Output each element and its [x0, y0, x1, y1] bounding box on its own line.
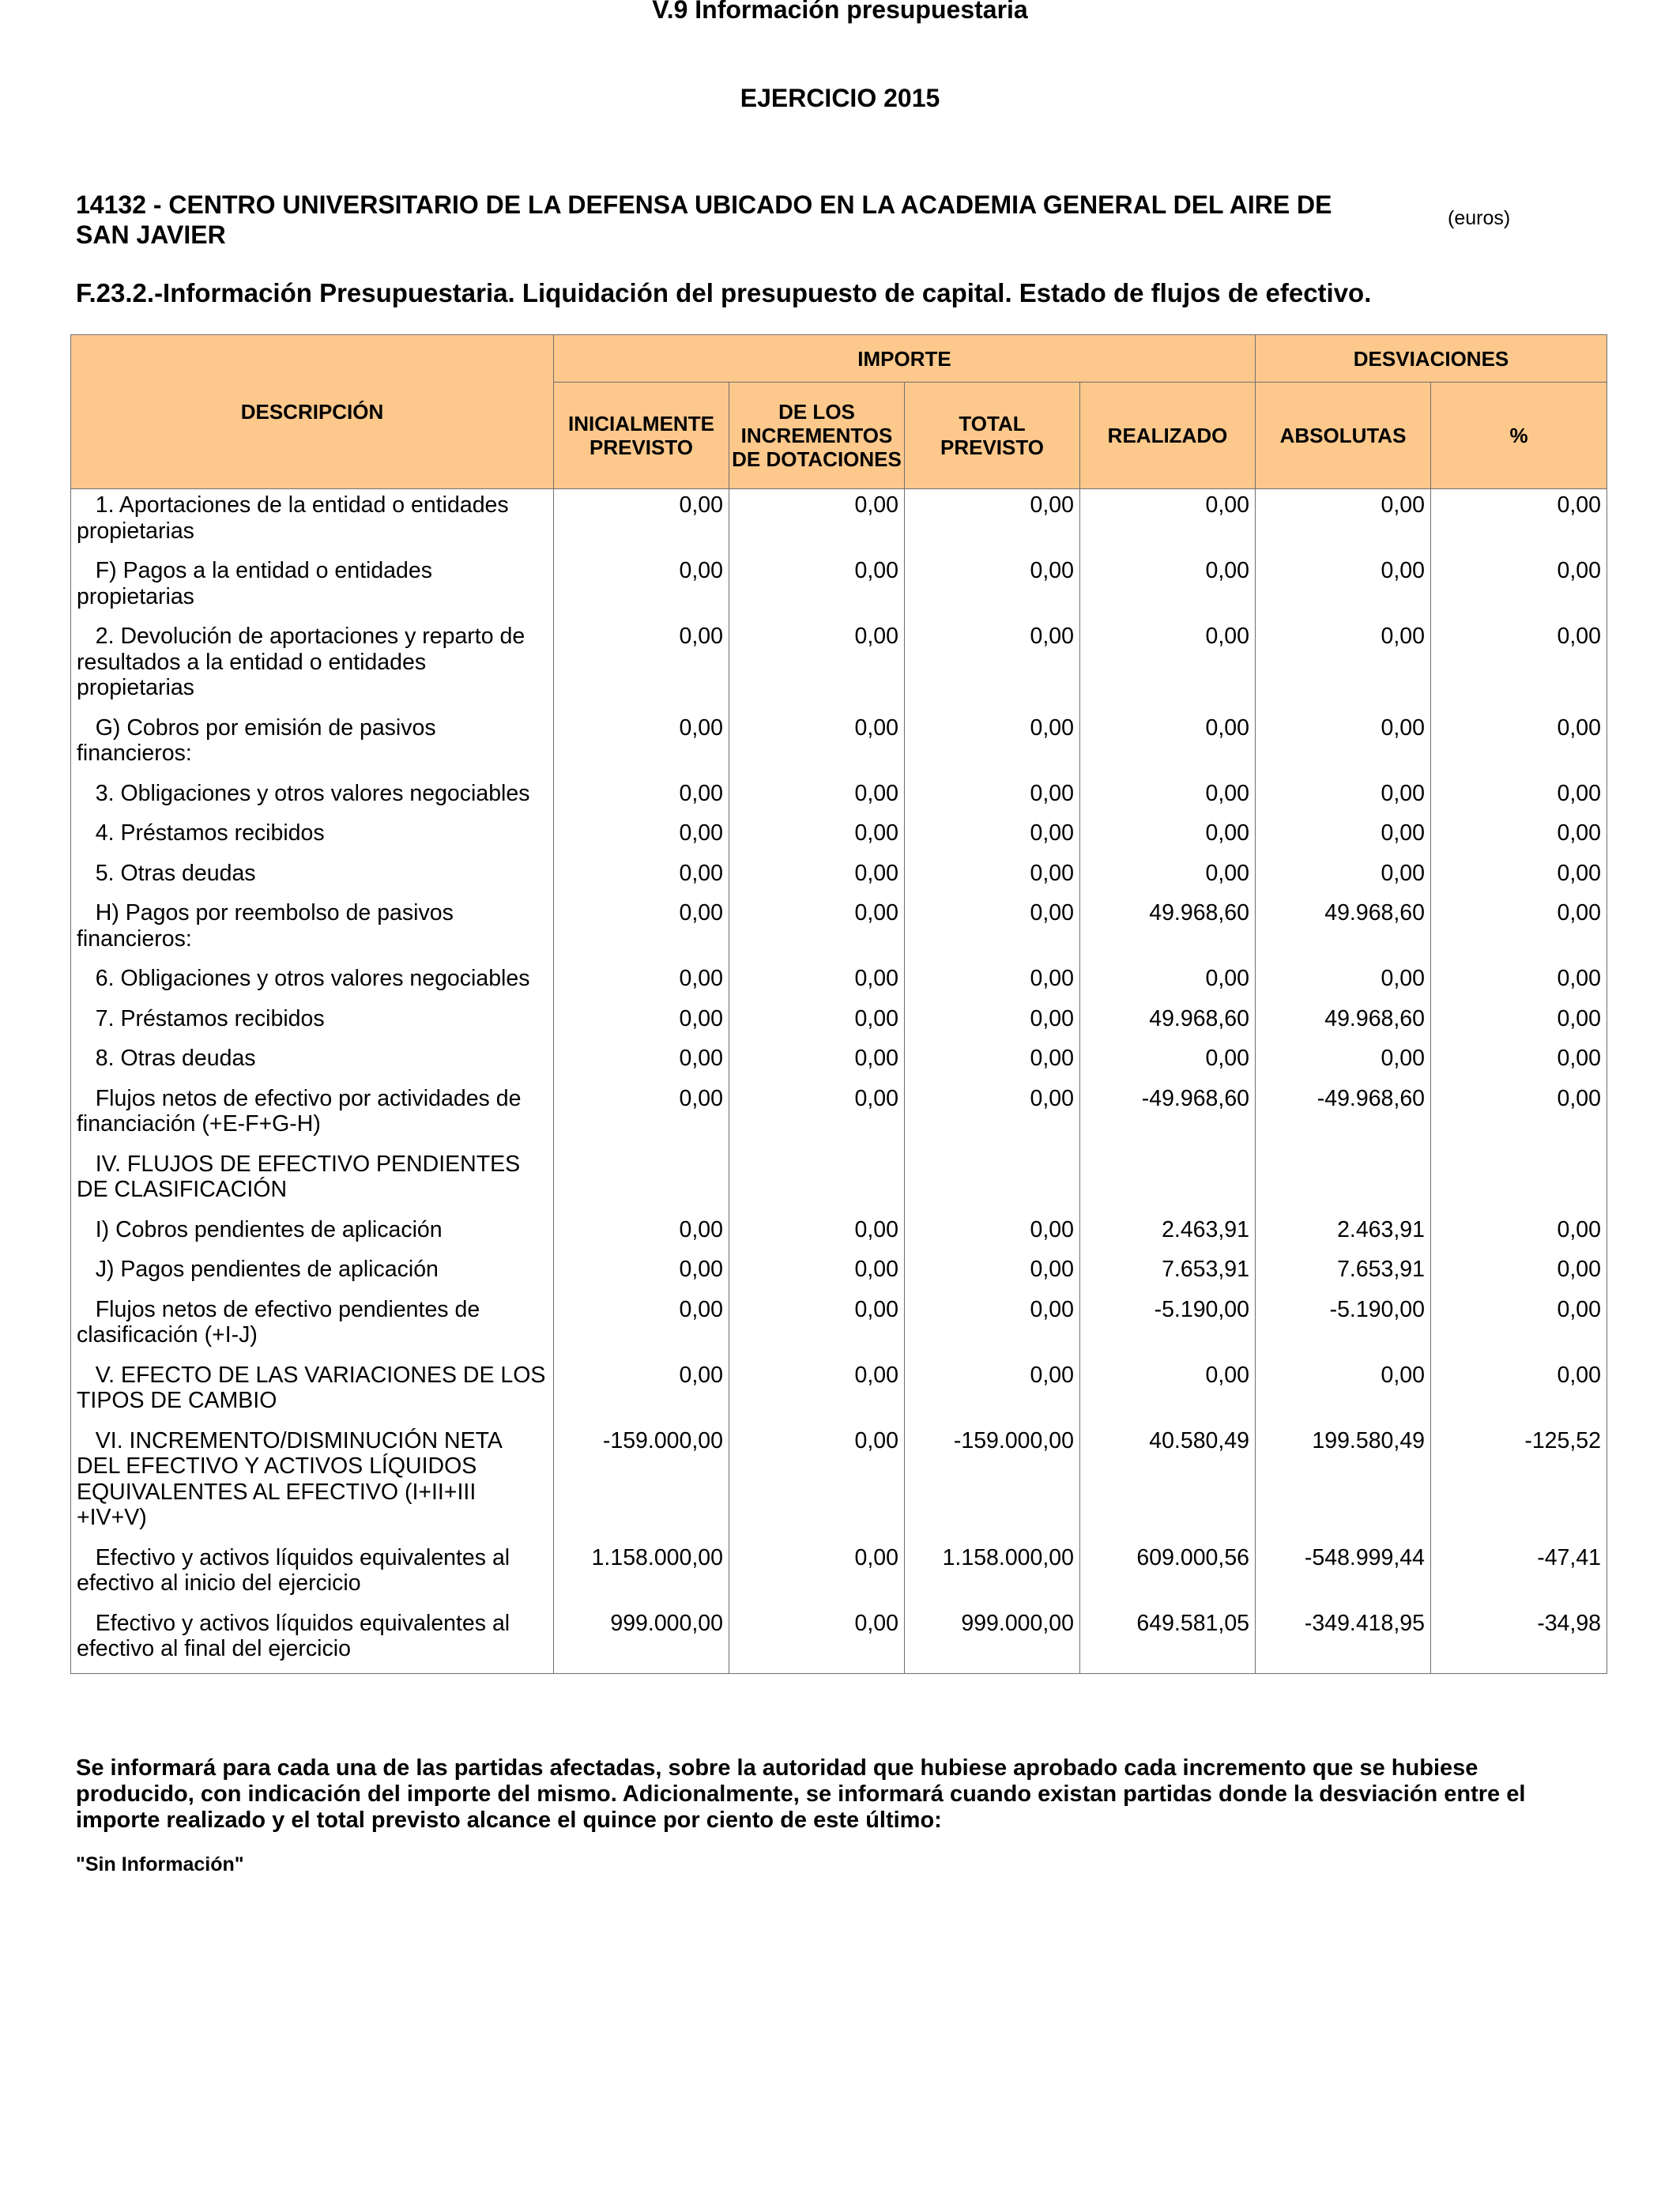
- row-description: IV. FLUJOS DE EFECTIVO PENDIENTES DE CLASIFICACIÓN: [71, 1148, 554, 1214]
- report-subtitle: F.23.2.-Información Presupuestaria. Liquidación del presupuesto de capital. Estado de flujos de efectivo.: [76, 278, 1372, 307]
- row-value: 0,00: [1256, 778, 1431, 818]
- row-value: 0,00: [554, 778, 729, 818]
- row-value: 0,00: [1431, 489, 1607, 556]
- row-value: 0,00: [1080, 712, 1256, 778]
- no-information-note: "Sin Información": [76, 1853, 244, 1875]
- page-title: V.9 Información presupuestaria: [652, 0, 1028, 24]
- table-row: [71, 1542, 1607, 1608]
- row-value: 0,00: [1431, 1294, 1607, 1359]
- row-value: -49.968,60: [1256, 1083, 1431, 1148]
- row-description: J) Pagos pendientes de aplicación: [71, 1253, 554, 1294]
- table-row: [71, 1003, 1607, 1043]
- table-row: [71, 1425, 1607, 1542]
- row-value: 0,00: [554, 1253, 729, 1294]
- table-row: [71, 1294, 1607, 1359]
- row-value: 0,00: [554, 712, 729, 778]
- row-value: 1.158.000,00: [905, 1542, 1080, 1608]
- row-description: 4. Préstamos recibidos: [71, 817, 554, 858]
- row-value: 0,00: [1431, 897, 1607, 963]
- header-inicialmente-previsto: INICIALMENTE PREVISTO: [554, 383, 729, 489]
- row-value: -47,41: [1431, 1542, 1607, 1608]
- row-value: 0,00: [729, 1003, 905, 1043]
- row-value: 0,00: [1080, 620, 1256, 712]
- row-value: 0,00: [729, 963, 905, 1003]
- row-value: 0,00: [729, 897, 905, 963]
- row-description: I) Cobros pendientes de aplicación: [71, 1214, 554, 1254]
- row-value: 0,00: [729, 1359, 905, 1425]
- row-value: 49.968,60: [1256, 1003, 1431, 1043]
- row-value: 0,00: [1256, 963, 1431, 1003]
- row-value: 0,00: [729, 1214, 905, 1254]
- row-value: [554, 1148, 729, 1214]
- row-value: 2.463,91: [1256, 1214, 1431, 1254]
- row-value: 0,00: [554, 1359, 729, 1425]
- table-row: [71, 712, 1607, 778]
- row-value: 0,00: [554, 817, 729, 858]
- row-value: 0,00: [905, 1294, 1080, 1359]
- row-value: 0,00: [554, 1294, 729, 1359]
- row-value: 0,00: [1431, 858, 1607, 898]
- row-value: 0,00: [1080, 1359, 1256, 1425]
- row-description: H) Pagos por reembolso de pasivos financieros:: [71, 897, 554, 963]
- row-value: 0,00: [1431, 1359, 1607, 1425]
- table-body: [71, 489, 1607, 1674]
- table-row: [71, 778, 1607, 818]
- row-value: 0,00: [1256, 712, 1431, 778]
- table-row: [71, 817, 1607, 858]
- row-description: Flujos netos de efectivo pendientes de clasificación (+I-J): [71, 1294, 554, 1359]
- row-description: V. EFECTO DE LAS VARIACIONES DE LOS TIPOS DE CAMBIO: [71, 1359, 554, 1425]
- row-value: 0,00: [905, 1253, 1080, 1294]
- row-value: [1080, 1148, 1256, 1214]
- row-value: 0,00: [1256, 620, 1431, 712]
- row-value: 2.463,91: [1080, 1214, 1256, 1254]
- row-value: 0,00: [1431, 963, 1607, 1003]
- row-value: 0,00: [1431, 1214, 1607, 1254]
- table-row: [71, 1083, 1607, 1148]
- table-row: [71, 963, 1607, 1003]
- row-value: 0,00: [729, 1294, 905, 1359]
- table-row: [71, 1042, 1607, 1083]
- row-value: -548.999,44: [1256, 1542, 1431, 1608]
- row-description: 1. Aportaciones de la entidad o entidades propietarias: [71, 489, 554, 556]
- row-value: 0,00: [905, 712, 1080, 778]
- row-value: 0,00: [905, 1003, 1080, 1043]
- row-value: 0,00: [554, 620, 729, 712]
- row-value: 40.580,49: [1080, 1425, 1256, 1542]
- header-desviaciones: DESVIACIONES: [1256, 335, 1607, 383]
- row-value: 0,00: [905, 1083, 1080, 1148]
- table-row: [71, 555, 1607, 620]
- row-value: 0,00: [554, 963, 729, 1003]
- row-description: 3. Obligaciones y otros valores negociables: [71, 778, 554, 818]
- row-value: [1256, 1148, 1431, 1214]
- row-value: 49.968,60: [1256, 897, 1431, 963]
- row-value: 0,00: [729, 858, 905, 898]
- row-value: 1.158.000,00: [554, 1542, 729, 1608]
- row-value: 0,00: [905, 817, 1080, 858]
- row-value: 609.000,56: [1080, 1542, 1256, 1608]
- row-description: Efectivo y activos líquidos equivalentes al efectivo al inicio del ejercicio: [71, 1542, 554, 1608]
- row-value: 0,00: [1080, 555, 1256, 620]
- row-value: 0,00: [1080, 817, 1256, 858]
- row-value: 0,00: [905, 489, 1080, 556]
- row-value: 0,00: [905, 620, 1080, 712]
- row-value: 0,00: [1431, 817, 1607, 858]
- header-absolutas: ABSOLUTAS: [1256, 383, 1431, 489]
- row-value: 49.968,60: [1080, 1003, 1256, 1043]
- row-value: [905, 1148, 1080, 1214]
- row-value: 0,00: [1431, 620, 1607, 712]
- table-row: [71, 1214, 1607, 1254]
- currency-units: (euros): [1448, 207, 1511, 229]
- row-value: 199.580,49: [1256, 1425, 1431, 1542]
- row-value: 0,00: [905, 1359, 1080, 1425]
- row-value: -159.000,00: [554, 1425, 729, 1542]
- row-value: -349.418,95: [1256, 1608, 1431, 1674]
- entity-name: 14132 - CENTRO UNIVERSITARIO DE LA DEFENSA UBICADO EN LA ACADEMIA GENERAL DEL AIRE DE SAN JAVIER: [76, 190, 1332, 249]
- row-value: [729, 1148, 905, 1214]
- row-value: 0,00: [729, 1425, 905, 1542]
- row-value: 0,00: [554, 489, 729, 556]
- table-row: [71, 1148, 1607, 1214]
- row-value: 0,00: [729, 1083, 905, 1148]
- row-value: 0,00: [729, 1042, 905, 1083]
- row-value: 0,00: [1256, 817, 1431, 858]
- row-value: 0,00: [1256, 858, 1431, 898]
- row-description: 7. Préstamos recibidos: [71, 1003, 554, 1043]
- table-row: [71, 489, 1607, 556]
- row-value: 999.000,00: [554, 1608, 729, 1674]
- row-value: 0,00: [729, 712, 905, 778]
- row-value: -159.000,00: [905, 1425, 1080, 1542]
- row-value: 0,00: [905, 1214, 1080, 1254]
- row-value: 0,00: [905, 963, 1080, 1003]
- row-value: 0,00: [905, 858, 1080, 898]
- row-description: Flujos netos de efectivo por actividades de financiación (+E-F+G-H): [71, 1083, 554, 1148]
- row-value: -49.968,60: [1080, 1083, 1256, 1148]
- row-value: 0,00: [1080, 489, 1256, 556]
- row-description: F) Pagos a la entidad o entidades propietarias: [71, 555, 554, 620]
- row-value: 0,00: [905, 1042, 1080, 1083]
- row-value: 0,00: [554, 1083, 729, 1148]
- row-description: G) Cobros por emisión de pasivos financieros:: [71, 712, 554, 778]
- row-value: 0,00: [729, 620, 905, 712]
- row-value: 0,00: [1080, 963, 1256, 1003]
- row-value: 0,00: [1080, 778, 1256, 818]
- row-value: 0,00: [1431, 555, 1607, 620]
- row-value: 49.968,60: [1080, 897, 1256, 963]
- row-value: 0,00: [729, 1253, 905, 1294]
- row-value: 0,00: [729, 1608, 905, 1674]
- row-value: 0,00: [905, 555, 1080, 620]
- row-value: 7.653,91: [1080, 1253, 1256, 1294]
- row-description: 5. Otras deudas: [71, 858, 554, 898]
- row-value: 0,00: [554, 858, 729, 898]
- row-value: 0,00: [729, 778, 905, 818]
- row-value: 0,00: [1256, 555, 1431, 620]
- table-row: [71, 1253, 1607, 1294]
- row-description: VI. INCREMENTO/DISMINUCIÓN NETA DEL EFECTIVO Y ACTIVOS LÍQUIDOS EQUIVALENTES AL EFECTIVO (I+II+III +IV+V): [71, 1425, 554, 1542]
- row-value: 0,00: [1431, 778, 1607, 818]
- row-value: [1431, 1148, 1607, 1214]
- table-row: [71, 897, 1607, 963]
- header-descripcion: DESCRIPCIÓN: [71, 335, 554, 489]
- row-value: 0,00: [554, 1003, 729, 1043]
- row-value: 7.653,91: [1256, 1253, 1431, 1294]
- row-value: 0,00: [1080, 858, 1256, 898]
- row-description: 2. Devolución de aportaciones y reparto de resultados a la entidad o entidades propietarias: [71, 620, 554, 712]
- row-value: 0,00: [1256, 1042, 1431, 1083]
- table-row: [71, 620, 1607, 712]
- table-row: [71, 1608, 1607, 1674]
- footnote: Se informará para cada una de las partidas afectadas, sobre la autoridad que hubiese aprobado cada incremento que se hubiese producido, con indicación del importe del mismo. Adicionalmente, se informará cuando existan partidas donde la desviación entre el importe realizado y el total previsto alcance el quince por ciento de este último:: [76, 1755, 1526, 1833]
- table-row: [71, 1359, 1607, 1425]
- row-value: 999.000,00: [905, 1608, 1080, 1674]
- row-value: 0,00: [554, 555, 729, 620]
- row-value: 0,00: [1431, 1003, 1607, 1043]
- row-description: 8. Otras deudas: [71, 1042, 554, 1083]
- row-value: 0,00: [729, 817, 905, 858]
- row-value: 0,00: [554, 1214, 729, 1254]
- row-value: 0,00: [1431, 1083, 1607, 1148]
- row-value: -5.190,00: [1256, 1294, 1431, 1359]
- header-incrementos: DE LOS INCREMENTOS DE DOTACIONES: [729, 383, 905, 489]
- row-value: 0,00: [1431, 712, 1607, 778]
- row-value: 0,00: [554, 897, 729, 963]
- cash-flow-table: [70, 334, 1607, 1674]
- row-value: 0,00: [1431, 1253, 1607, 1294]
- header-importe: IMPORTE: [554, 335, 1256, 383]
- row-description: Efectivo y activos líquidos equivalentes al efectivo al final del ejercicio: [71, 1608, 554, 1674]
- row-value: 0,00: [1256, 489, 1431, 556]
- row-value: -34,98: [1431, 1608, 1607, 1674]
- row-value: 0,00: [905, 897, 1080, 963]
- header-realizado: REALIZADO: [1080, 383, 1256, 489]
- row-value: 0,00: [1080, 1042, 1256, 1083]
- row-value: -5.190,00: [1080, 1294, 1256, 1359]
- row-value: 0,00: [729, 1542, 905, 1608]
- row-value: 0,00: [729, 555, 905, 620]
- row-value: 0,00: [729, 489, 905, 556]
- exercise-year: EJERCICIO 2015: [740, 84, 940, 112]
- table-row: [71, 858, 1607, 898]
- row-value: -125,52: [1431, 1425, 1607, 1542]
- row-value: 0,00: [554, 1042, 729, 1083]
- row-value: 0,00: [1431, 1042, 1607, 1083]
- header-porcentaje: %: [1431, 383, 1607, 489]
- row-description: 6. Obligaciones y otros valores negociables: [71, 963, 554, 1003]
- row-value: 0,00: [1256, 1359, 1431, 1425]
- row-value: 649.581,05: [1080, 1608, 1256, 1674]
- row-value: 0,00: [905, 778, 1080, 818]
- header-total-previsto: TOTAL PREVISTO: [905, 383, 1080, 489]
